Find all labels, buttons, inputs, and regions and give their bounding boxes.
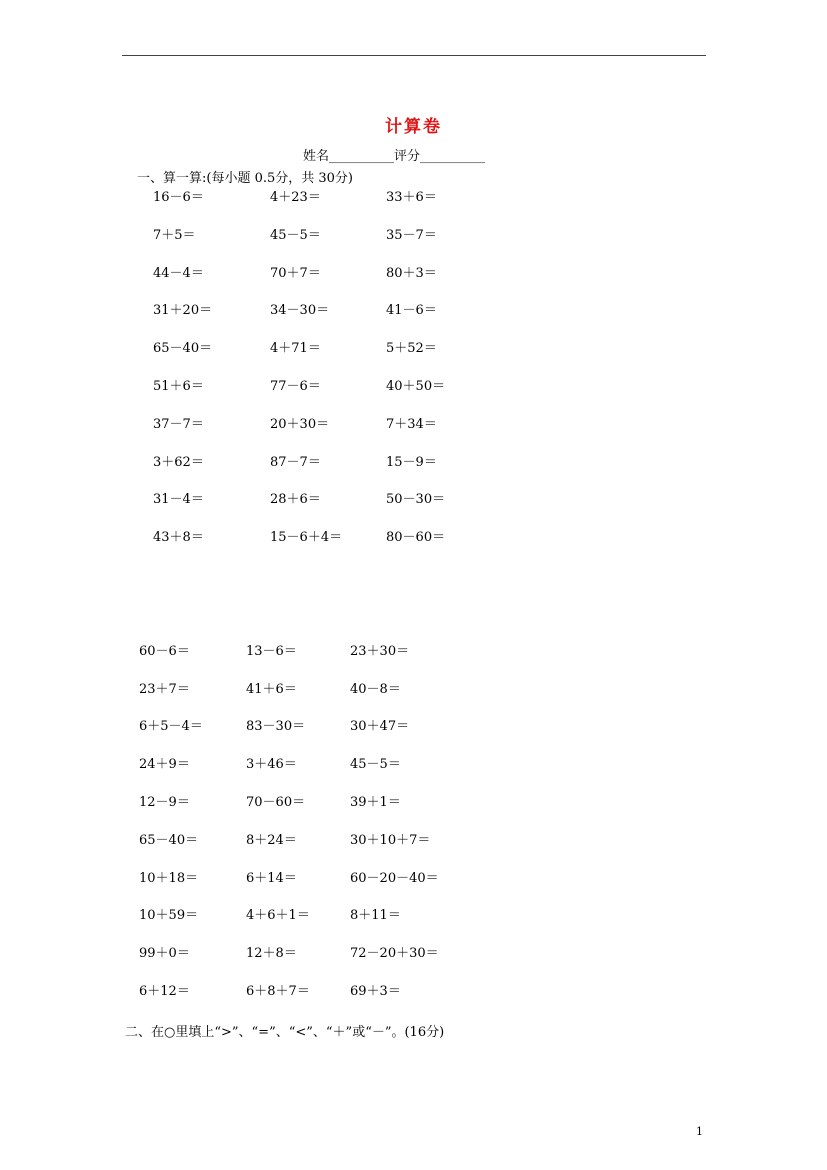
arithmetic-problem: 65－40＝ <box>139 833 199 848</box>
arithmetic-problem: 4＋71＝ <box>270 341 321 356</box>
arithmetic-problem: 10＋59＝ <box>139 908 199 923</box>
arithmetic-problem: 4＋23＝ <box>270 190 321 205</box>
arithmetic-problem: 39＋1＝ <box>350 795 401 810</box>
arithmetic-problem: 15－9＝ <box>386 455 437 470</box>
arithmetic-problem: 43＋8＝ <box>153 530 204 545</box>
arithmetic-problem: 15－6＋4＝ <box>270 530 343 545</box>
arithmetic-problem: 10＋18＝ <box>139 871 199 886</box>
page-title: 计算卷 <box>385 117 442 137</box>
arithmetic-problem: 80＋3＝ <box>386 266 437 281</box>
arithmetic-problem: 28＋6＝ <box>270 492 321 507</box>
arithmetic-problem: 3＋46＝ <box>246 757 297 772</box>
arithmetic-problem: 37－7＝ <box>153 417 204 432</box>
arithmetic-problem: 60－6＝ <box>139 644 190 659</box>
arithmetic-problem: 7＋34＝ <box>386 417 437 432</box>
arithmetic-problem: 6＋14＝ <box>246 871 297 886</box>
arithmetic-problem: 35－7＝ <box>386 228 437 243</box>
arithmetic-problem: 12＋8＝ <box>246 946 297 961</box>
arithmetic-problem: 45－5＝ <box>350 757 401 772</box>
arithmetic-problem: 12－9＝ <box>139 795 190 810</box>
arithmetic-problem: 77－6＝ <box>270 379 321 394</box>
section2-heading: 二、在○里填上“>”、“=”、“<”、“＋”或“－”。(16分) <box>125 1025 445 1040</box>
arithmetic-problem: 4＋6＋1＝ <box>246 908 310 923</box>
arithmetic-problem: 5＋52＝ <box>386 341 437 356</box>
arithmetic-problem: 99＋0＝ <box>139 946 190 961</box>
arithmetic-problem: 40－8＝ <box>350 682 401 697</box>
arithmetic-problem: 6＋8＋7＝ <box>246 984 310 999</box>
arithmetic-problem: 51＋6＝ <box>153 379 204 394</box>
arithmetic-problem: 30＋47＝ <box>350 719 410 734</box>
page-number: 1 <box>696 1125 703 1138</box>
arithmetic-problem: 44－4＝ <box>153 266 204 281</box>
arithmetic-problem: 72－20＋30＝ <box>350 946 439 961</box>
arithmetic-problem: 30＋10＋7＝ <box>350 833 431 848</box>
arithmetic-problem: 41＋6＝ <box>246 682 297 697</box>
arithmetic-problem: 3＋62＝ <box>153 455 204 470</box>
arithmetic-problem: 34－30＝ <box>270 303 330 318</box>
arithmetic-problem: 23＋30＝ <box>350 644 410 659</box>
arithmetic-problem: 60－20－40＝ <box>350 871 439 886</box>
arithmetic-problem: 87－7＝ <box>270 455 321 470</box>
arithmetic-problem: 23＋7＝ <box>139 682 190 697</box>
arithmetic-problem: 65－40＝ <box>153 341 213 356</box>
arithmetic-problem: 13－6＝ <box>246 644 297 659</box>
arithmetic-problem: 24＋9＝ <box>139 757 190 772</box>
arithmetic-problem: 70＋7＝ <box>270 266 321 281</box>
arithmetic-problem: 40＋50＝ <box>386 379 446 394</box>
arithmetic-problem: 31－4＝ <box>153 492 204 507</box>
arithmetic-problem: 69＋3＝ <box>350 984 401 999</box>
arithmetic-problem: 31＋20＝ <box>153 303 213 318</box>
section1-heading: 一、算一算:(每小题 0.5分，共 30分) <box>137 171 354 186</box>
arithmetic-problem: 45－5＝ <box>270 228 321 243</box>
arithmetic-problem: 20＋30＝ <box>270 417 330 432</box>
arithmetic-problem: 7＋5＝ <box>153 228 196 243</box>
header-rule <box>122 55 706 56</box>
arithmetic-problem: 83－30＝ <box>246 719 306 734</box>
arithmetic-problem: 50－30＝ <box>386 492 446 507</box>
arithmetic-problem: 33＋6＝ <box>386 190 437 205</box>
name-score-line: 姓名__________评分__________ <box>303 149 486 164</box>
arithmetic-problem: 6＋12＝ <box>139 984 190 999</box>
arithmetic-problem: 80－60＝ <box>386 530 446 545</box>
arithmetic-problem: 16－6＝ <box>153 190 204 205</box>
arithmetic-problem: 41－6＝ <box>386 303 437 318</box>
arithmetic-problem: 6＋5－4＝ <box>139 719 203 734</box>
arithmetic-problem: 8＋24＝ <box>246 833 297 848</box>
arithmetic-problem: 8＋11＝ <box>350 908 401 923</box>
arithmetic-problem: 70－60＝ <box>246 795 306 810</box>
